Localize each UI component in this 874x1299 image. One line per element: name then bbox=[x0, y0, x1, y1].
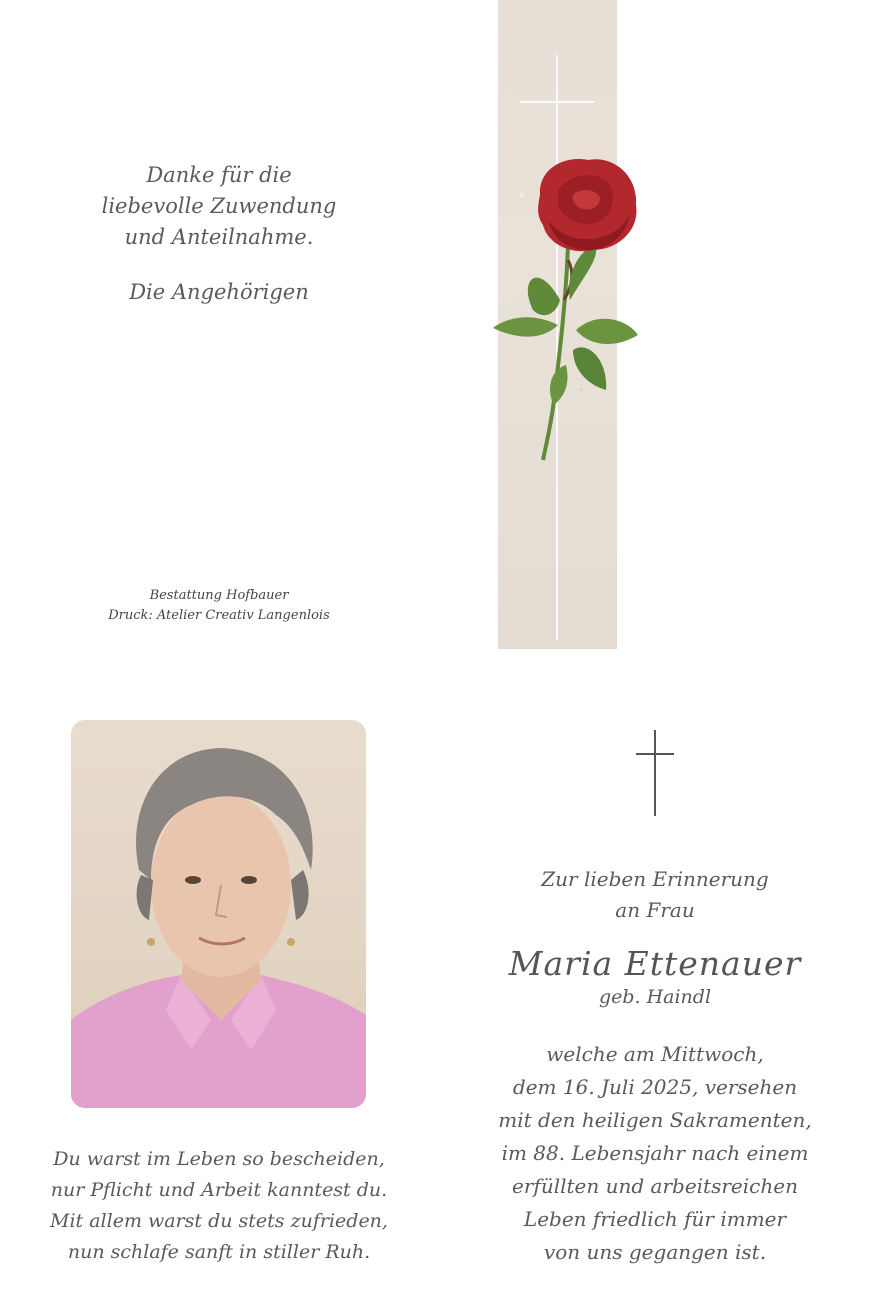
memory-line: Zur lieben Erinnerung bbox=[541, 867, 769, 891]
thanks-text bbox=[60, 160, 378, 253]
detail-line: Leben friedlich für immer bbox=[523, 1207, 787, 1231]
detail-line: von uns gegangen ist. bbox=[543, 1240, 767, 1264]
rose-icon bbox=[488, 150, 653, 465]
family-signature: Die Angehörigen bbox=[129, 280, 309, 304]
print-credit: Druck: Atelier Creativ Langenlois bbox=[108, 608, 330, 623]
poem-line: nur Pflicht und Arbeit kanntest du. bbox=[50, 1179, 388, 1201]
poem bbox=[40, 1144, 398, 1268]
thanks-line: Danke für die bbox=[146, 163, 292, 187]
credits bbox=[60, 586, 378, 626]
strip-cross-horizontal bbox=[520, 101, 594, 103]
portrait-photo bbox=[71, 720, 366, 1108]
portrait-icon bbox=[71, 720, 366, 1108]
birth-name: geb. Haindl bbox=[598, 986, 712, 1008]
thanks-line: und Anteilnahme. bbox=[124, 225, 314, 249]
cross-icon-bar bbox=[636, 753, 674, 755]
deceased-name: Maria Ettenauer bbox=[508, 944, 802, 983]
thanks-line: liebevolle Zuwendung bbox=[101, 194, 337, 218]
detail-line: mit den heiligen Sakramenten, bbox=[498, 1108, 812, 1132]
poem-line: Mit allem warst du stets zufrieden, bbox=[50, 1210, 388, 1232]
poem-line: nun schlafe sanft in stiller Ruh. bbox=[67, 1241, 371, 1263]
detail-line: welche am Mittwoch, bbox=[546, 1042, 764, 1066]
memorial-details bbox=[470, 1038, 840, 1269]
memory-line: an Frau bbox=[615, 898, 695, 922]
funeral-home: Bestattung Hofbauer bbox=[149, 588, 289, 603]
detail-line: dem 16. Juli 2025, versehen bbox=[512, 1075, 798, 1099]
poem-line: Du warst im Leben so bescheiden, bbox=[53, 1148, 385, 1170]
detail-line: im 88. Lebensjahr nach einem bbox=[501, 1141, 809, 1165]
cross-icon bbox=[654, 730, 656, 816]
detail-line: erfüllten und arbeitsreichen bbox=[512, 1174, 798, 1198]
memory-intro bbox=[470, 864, 840, 926]
